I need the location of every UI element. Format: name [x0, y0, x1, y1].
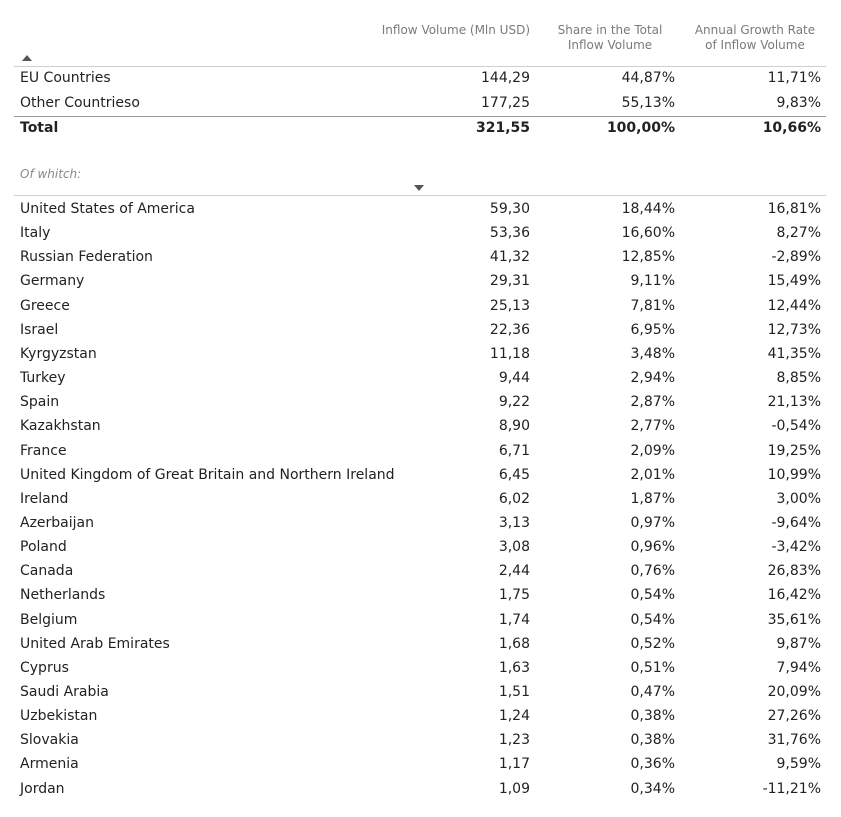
- inflow-volume-cell: 1,51: [498, 684, 530, 700]
- inflow-volume-cell: 321,55: [475, 120, 530, 136]
- summary-row: [0, 92, 841, 114]
- inflow-volume-cell: 177,25: [481, 95, 530, 111]
- growth-rate-cell: 41,35%: [767, 346, 821, 362]
- table-row: [0, 560, 841, 582]
- growth-rate-cell: -11,21%: [762, 781, 821, 797]
- inflow-volume-cell: 1,17: [498, 756, 530, 772]
- inflow-volume-cell: 1,23: [498, 732, 530, 748]
- growth-rate-cell: 10,99%: [767, 467, 821, 483]
- row-name: Other Countrieso: [20, 95, 140, 111]
- share-cell: 0,97%: [630, 515, 675, 531]
- share-cell: 100,00%: [606, 120, 675, 136]
- table-row: [0, 536, 841, 558]
- table-row: [0, 633, 841, 655]
- growth-rate-cell: -3,42%: [771, 539, 821, 555]
- inflow-volume-cell: 144,29: [481, 70, 530, 86]
- table-row: [0, 657, 841, 679]
- table-row: [0, 778, 841, 800]
- growth-rate-cell: 16,42%: [767, 587, 821, 603]
- row-name: United Arab Emirates: [20, 636, 170, 652]
- inflow-volume-cell: 6,71: [498, 443, 530, 459]
- table-row: [0, 367, 841, 389]
- table-row: [0, 609, 841, 631]
- growth-rate-cell: 9,59%: [776, 756, 821, 772]
- share-cell: 0,34%: [630, 781, 675, 797]
- share-cell: 0,36%: [630, 756, 675, 772]
- share-cell: 0,52%: [630, 636, 675, 652]
- row-name: Greece: [20, 298, 70, 314]
- inflow-volume-cell: 1,68: [498, 636, 530, 652]
- share-cell: 1,87%: [630, 491, 675, 507]
- growth-rate-cell: 9,87%: [776, 636, 821, 652]
- growth-rate-cell: 12,73%: [767, 322, 821, 338]
- share-cell: 0,54%: [630, 587, 675, 603]
- share-cell: 2,01%: [630, 467, 675, 483]
- inflow-volume-cell: 25,13: [489, 298, 530, 314]
- share-cell: 0,54%: [630, 612, 675, 628]
- inflow-volume-cell: 9,44: [498, 370, 530, 386]
- inflow-volume-cell: 1,24: [498, 708, 530, 724]
- table-row: [0, 198, 841, 220]
- inflow-volume-cell: 53,36: [489, 225, 530, 241]
- table-row: [0, 729, 841, 751]
- row-name: Kyrgyzstan: [20, 346, 97, 362]
- row-name: Israel: [20, 322, 59, 338]
- row-name: France: [20, 443, 67, 459]
- table-row: [0, 222, 841, 244]
- table-row: [0, 512, 841, 534]
- triangle-up-icon[interactable]: [22, 55, 32, 61]
- inflow-volume-cell: 1,74: [498, 612, 530, 628]
- share-cell: 0,38%: [630, 708, 675, 724]
- header-growth-rate: Annual Growth Rate of Inflow Volume: [694, 23, 816, 52]
- share-cell: 18,44%: [621, 201, 675, 217]
- row-name: Total: [20, 120, 59, 136]
- table-row: [0, 681, 841, 703]
- row-name: Belgium: [20, 612, 78, 628]
- table-row: [0, 246, 841, 268]
- total-row: [0, 117, 841, 139]
- row-name: Uzbekistan: [20, 708, 98, 724]
- growth-rate-cell: 26,83%: [767, 563, 821, 579]
- table-row: [0, 488, 841, 510]
- header-inflow-volume: Inflow Volume (Mln USD): [381, 23, 530, 37]
- inflow-volume-cell: 22,36: [489, 322, 530, 338]
- row-name: United States of America: [20, 201, 195, 217]
- row-name: United Kingdom of Great Britain and Northern Ireland: [20, 467, 395, 483]
- growth-rate-cell: -9,64%: [771, 515, 821, 531]
- growth-rate-cell: 12,44%: [767, 298, 821, 314]
- inflow-volume-cell: 59,30: [489, 201, 530, 217]
- share-cell: 9,11%: [630, 273, 675, 289]
- growth-rate-cell: 16,81%: [767, 201, 821, 217]
- row-name: Germany: [20, 273, 85, 289]
- inflow-volume-cell: 8,90: [498, 418, 530, 434]
- table-row: [0, 319, 841, 341]
- row-name: Slovakia: [20, 732, 79, 748]
- growth-rate-cell: 27,26%: [767, 708, 821, 724]
- header-share: Share in the Total Inflow Volume: [557, 23, 663, 52]
- growth-rate-cell: 8,27%: [776, 225, 821, 241]
- share-cell: 55,13%: [621, 95, 675, 111]
- share-cell: 0,51%: [630, 660, 675, 676]
- growth-rate-cell: 31,76%: [767, 732, 821, 748]
- inflow-volume-cell: 3,08: [498, 539, 530, 555]
- row-name: Turkey: [20, 370, 66, 386]
- inflow-volume-cell: 41,32: [489, 249, 530, 265]
- subheading: Of whitch:: [20, 167, 82, 181]
- growth-rate-cell: 20,09%: [767, 684, 821, 700]
- table-row: [0, 270, 841, 292]
- inflow-volume-cell: 1,63: [498, 660, 530, 676]
- table-row: [0, 295, 841, 317]
- share-cell: 16,60%: [621, 225, 675, 241]
- share-cell: 7,81%: [630, 298, 675, 314]
- share-cell: 0,47%: [630, 684, 675, 700]
- inflow-volume-cell: 2,44: [498, 563, 530, 579]
- row-name: Spain: [20, 394, 60, 410]
- share-cell: 2,87%: [630, 394, 675, 410]
- inflow-volume-cell: 1,75: [498, 587, 530, 603]
- row-name: Poland: [20, 539, 67, 555]
- share-cell: 44,87%: [621, 70, 675, 86]
- row-name: EU Countries: [20, 70, 111, 86]
- table-row: [0, 415, 841, 437]
- inflow-volume-cell: 9,22: [498, 394, 530, 410]
- share-cell: 3,48%: [630, 346, 675, 362]
- row-name: Armenia: [20, 756, 79, 772]
- inflow-volume-cell: 11,18: [489, 346, 530, 362]
- share-cell: 12,85%: [621, 249, 675, 265]
- table-row: [0, 584, 841, 606]
- share-cell: 6,95%: [630, 322, 675, 338]
- row-name: Kazakhstan: [20, 418, 101, 434]
- inflow-volume-cell: 29,31: [489, 273, 530, 289]
- row-name: Ireland: [20, 491, 69, 507]
- row-name: Russian Federation: [20, 249, 153, 265]
- country-divider: [14, 195, 826, 196]
- growth-rate-cell: 11,71%: [767, 70, 821, 86]
- inflow-volume-cell: 6,02: [498, 491, 530, 507]
- share-cell: 2,77%: [630, 418, 675, 434]
- table-row: [0, 705, 841, 727]
- share-cell: 0,38%: [630, 732, 675, 748]
- share-cell: 2,09%: [630, 443, 675, 459]
- triangle-down-icon[interactable]: [414, 185, 424, 191]
- growth-rate-cell: 15,49%: [767, 273, 821, 289]
- growth-rate-cell: 35,61%: [767, 612, 821, 628]
- table-row: [0, 343, 841, 365]
- row-name: Jordan: [20, 781, 65, 797]
- growth-rate-cell: 21,13%: [767, 394, 821, 410]
- row-name: Italy: [20, 225, 51, 241]
- growth-rate-cell: 10,66%: [762, 120, 821, 136]
- row-name: Canada: [20, 563, 74, 579]
- table-row: [0, 464, 841, 486]
- share-cell: 0,76%: [630, 563, 675, 579]
- growth-rate-cell: 7,94%: [776, 660, 821, 676]
- inflow-volume-cell: 6,45: [498, 467, 530, 483]
- inflow-volume-cell: 1,09: [498, 781, 530, 797]
- growth-rate-cell: -2,89%: [771, 249, 821, 265]
- growth-rate-cell: 9,83%: [776, 95, 821, 111]
- table-row: [0, 440, 841, 462]
- row-name: Cyprus: [20, 660, 69, 676]
- growth-rate-cell: 3,00%: [776, 491, 821, 507]
- row-name: Azerbaijan: [20, 515, 94, 531]
- row-name: Netherlands: [20, 587, 106, 603]
- share-cell: 0,96%: [630, 539, 675, 555]
- growth-rate-cell: -0,54%: [771, 418, 821, 434]
- table-row: [0, 753, 841, 775]
- table-row: [0, 391, 841, 413]
- growth-rate-cell: 19,25%: [767, 443, 821, 459]
- inflow-volume-cell: 3,13: [498, 515, 530, 531]
- row-name: Saudi Arabia: [20, 684, 109, 700]
- summary-row: [0, 67, 841, 89]
- growth-rate-cell: 8,85%: [776, 370, 821, 386]
- share-cell: 2,94%: [630, 370, 675, 386]
